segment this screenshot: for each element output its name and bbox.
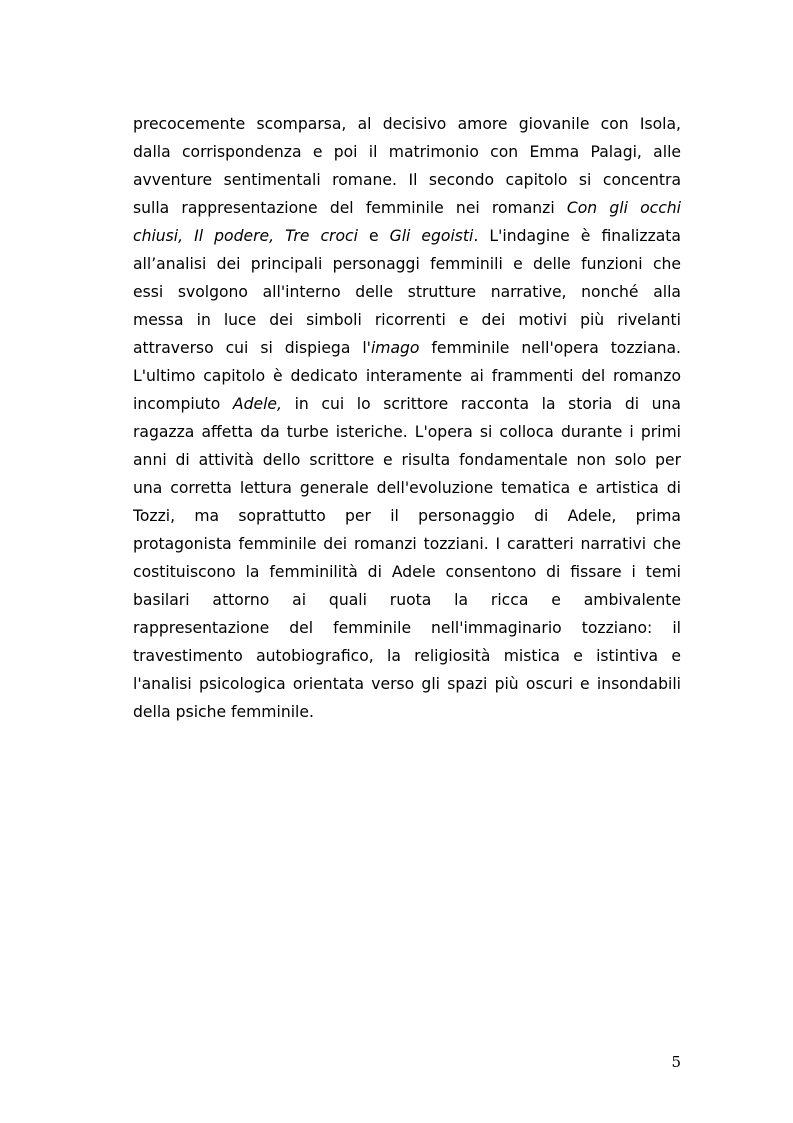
text-segment: messa in luce dei simboli ricorrenti e dei motivi più rivelanti — [133, 311, 681, 329]
text-line — [133, 642, 681, 670]
text-segment: dalla corrispondenza e poi il matrimonio con Emma Palagi, alle — [133, 143, 681, 161]
text-segment: femminile nell'opera tozziana. — [419, 339, 681, 357]
text-line — [133, 474, 681, 502]
text-segment: . L'indagine è finalizzata — [473, 227, 681, 245]
text-segment: essi svolgono all'interno delle strutture narrative, nonché alla — [133, 283, 681, 301]
text-segment: all’analisi dei principali personaggi femminili e delle funzioni che — [133, 255, 681, 273]
text-line — [133, 530, 681, 558]
text-line — [133, 698, 681, 726]
text-segment: una corretta lettura generale dell'evoluzione tematica e artistica di — [133, 479, 681, 497]
text-segment: travestimento autobiografico, la religiosità mistica e istintiva e — [133, 647, 681, 665]
text-line — [133, 502, 681, 530]
text-segment: basilari attorno ai quali ruota la ricca e ambivalente — [133, 591, 681, 609]
text-segment: l'analisi psicologica orientata verso gli spazi più oscuri e insondabili — [133, 675, 681, 693]
text-line — [133, 614, 681, 642]
italic-title: Adele, — [232, 395, 282, 413]
body-paragraph — [133, 110, 681, 726]
text-segment: in cui lo scrittore racconta la storia di una — [281, 395, 681, 413]
italic-title: imago — [370, 339, 420, 357]
text-line — [133, 586, 681, 614]
text-line — [133, 306, 681, 334]
text-line — [133, 670, 681, 698]
text-line — [133, 250, 681, 278]
text-segment: attraverso cui si dispiega l' — [133, 339, 371, 357]
text-line — [133, 446, 681, 474]
page-number: 5 — [671, 1053, 681, 1071]
text-segment: precocemente scomparsa, al decisivo amore giovanile con Isola, — [133, 115, 681, 133]
text-segment: e — [357, 227, 390, 245]
text-line — [133, 558, 681, 586]
text-line — [133, 222, 681, 250]
text-line — [133, 362, 681, 390]
text-segment: sulla rappresentazione del femminile nei romanzi — [133, 199, 567, 217]
text-segment: protagonista femminile dei romanzi tozziani. I caratteri narrativi che — [133, 535, 681, 553]
italic-title: chiusi, Il podere, Tre croci — [133, 227, 358, 245]
text-segment: avventure sentimentali romane. Il secondo capitolo si concentra — [133, 171, 681, 189]
text-line — [133, 278, 681, 306]
text-segment: della psiche femminile. — [133, 703, 314, 721]
text-line — [133, 194, 681, 222]
text-line — [133, 166, 681, 194]
text-segment: anni di attività dello scrittore e risulta fondamentale non solo per — [133, 451, 681, 469]
italic-title: Gli egoisti — [389, 227, 474, 245]
text-line — [133, 418, 681, 446]
text-line — [133, 390, 681, 418]
text-segment: incompiuto — [133, 395, 233, 413]
text-segment: L'ultimo capitolo è dedicato interamente ai frammenti del romanzo — [133, 367, 681, 385]
text-segment: costituiscono la femminilità di Adele consentono di fissare i temi — [133, 563, 681, 581]
text-line — [133, 334, 681, 362]
italic-title: Con gli occhi — [566, 199, 681, 217]
text-segment: Tozzi, ma soprattutto per il personaggio di Adele, prima — [133, 507, 681, 525]
text-line — [133, 110, 681, 138]
text-segment: rappresentazione del femminile nell'immaginario tozziano: il — [133, 619, 681, 637]
text-line — [133, 138, 681, 166]
text-segment: ragazza affetta da turbe isteriche. L'opera si colloca durante i primi — [133, 423, 681, 441]
